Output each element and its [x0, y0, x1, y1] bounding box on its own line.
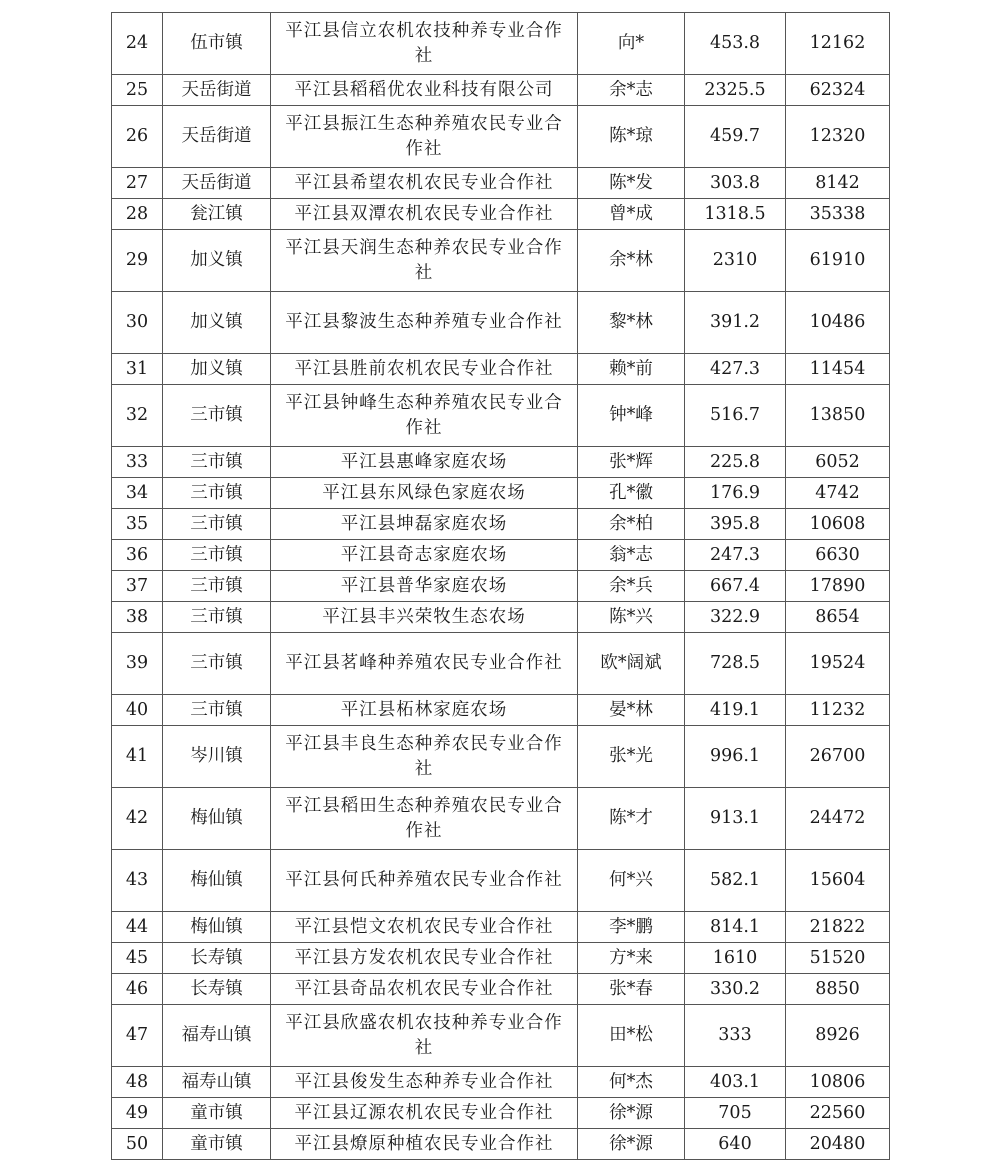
row-number-cell: 30: [112, 292, 163, 354]
area-cell: 322.9: [685, 602, 786, 633]
area-cell: 330.2: [685, 974, 786, 1005]
organization-name-cell: 平江县丰兴荣牧生态农场: [271, 602, 578, 633]
row-number-cell: 47: [112, 1005, 163, 1067]
area-cell: 453.8: [685, 13, 786, 75]
town-cell: 童市镇: [163, 1098, 271, 1129]
table-row: [112, 385, 890, 447]
table-row: [112, 912, 890, 943]
amount-cell: 26700: [786, 726, 890, 788]
amount-cell: 12320: [786, 106, 890, 168]
amount-cell: 19524: [786, 633, 890, 695]
table-row: [112, 695, 890, 726]
organization-name-cell: 平江县欣盛农机农技种养专业合作社: [271, 1005, 578, 1067]
area-cell: 225.8: [685, 447, 786, 478]
amount-cell: 11232: [786, 695, 890, 726]
table-row: [112, 726, 890, 788]
amount-cell: 21822: [786, 912, 890, 943]
town-cell: 伍市镇: [163, 13, 271, 75]
table-row: [112, 168, 890, 199]
table-row: [112, 292, 890, 354]
area-cell: 516.7: [685, 385, 786, 447]
amount-cell: 12162: [786, 13, 890, 75]
contact-person-cell: 黎*林: [578, 292, 685, 354]
row-number-cell: 32: [112, 385, 163, 447]
town-cell: 福寿山镇: [163, 1005, 271, 1067]
area-cell: 247.3: [685, 540, 786, 571]
amount-cell: 6052: [786, 447, 890, 478]
table-row: [112, 354, 890, 385]
contact-person-cell: 何*兴: [578, 850, 685, 912]
organization-name-cell: 平江县坤磊家庭农场: [271, 509, 578, 540]
table-body: [112, 13, 890, 1160]
town-cell: 梅仙镇: [163, 788, 271, 850]
row-number-cell: 36: [112, 540, 163, 571]
organization-name-cell: 平江县胜前农机农民专业合作社: [271, 354, 578, 385]
subsidy-table: [111, 12, 890, 1160]
row-number-cell: 24: [112, 13, 163, 75]
area-cell: 640: [685, 1129, 786, 1160]
table-row: [112, 199, 890, 230]
row-number-cell: 26: [112, 106, 163, 168]
row-number-cell: 48: [112, 1067, 163, 1098]
organization-name-cell: 平江县钟峰生态种养殖农民专业合作社: [271, 385, 578, 447]
table-row: [112, 540, 890, 571]
table-row: [112, 850, 890, 912]
area-cell: 582.1: [685, 850, 786, 912]
area-cell: 333: [685, 1005, 786, 1067]
amount-cell: 13850: [786, 385, 890, 447]
organization-name-cell: 平江县奇品农机农民专业合作社: [271, 974, 578, 1005]
table-row: [112, 943, 890, 974]
table-row: [112, 602, 890, 633]
row-number-cell: 33: [112, 447, 163, 478]
contact-person-cell: 余*志: [578, 75, 685, 106]
table-row: [112, 230, 890, 292]
organization-name-cell: 平江县茗峰种养殖农民专业合作社: [271, 633, 578, 695]
table-row: [112, 974, 890, 1005]
organization-name-cell: 平江县丰良生态种养农民专业合作社: [271, 726, 578, 788]
row-number-cell: 29: [112, 230, 163, 292]
area-cell: 814.1: [685, 912, 786, 943]
area-cell: 1318.5: [685, 199, 786, 230]
area-cell: 2325.5: [685, 75, 786, 106]
organization-name-cell: 平江县信立农机农技种养专业合作社: [271, 13, 578, 75]
contact-person-cell: 张*春: [578, 974, 685, 1005]
town-cell: 三市镇: [163, 602, 271, 633]
area-cell: 728.5: [685, 633, 786, 695]
amount-cell: 51520: [786, 943, 890, 974]
amount-cell: 11454: [786, 354, 890, 385]
organization-name-cell: 平江县振江生态种养殖农民专业合作社: [271, 106, 578, 168]
amount-cell: 24472: [786, 788, 890, 850]
town-cell: 三市镇: [163, 695, 271, 726]
organization-name-cell: 平江县方发农机农民专业合作社: [271, 943, 578, 974]
table-row: [112, 1098, 890, 1129]
organization-name-cell: 平江县稻稻优农业科技有限公司: [271, 75, 578, 106]
town-cell: 瓮江镇: [163, 199, 271, 230]
table-row: [112, 1005, 890, 1067]
town-cell: 长寿镇: [163, 974, 271, 1005]
organization-name-cell: 平江县燎原种植农民专业合作社: [271, 1129, 578, 1160]
contact-person-cell: 陈*才: [578, 788, 685, 850]
contact-person-cell: 何*杰: [578, 1067, 685, 1098]
area-cell: 913.1: [685, 788, 786, 850]
row-number-cell: 31: [112, 354, 163, 385]
organization-name-cell: 平江县奇志家庭农场: [271, 540, 578, 571]
amount-cell: 15604: [786, 850, 890, 912]
row-number-cell: 43: [112, 850, 163, 912]
amount-cell: 10486: [786, 292, 890, 354]
area-cell: 459.7: [685, 106, 786, 168]
contact-person-cell: 孔*徽: [578, 478, 685, 509]
area-cell: 2310: [685, 230, 786, 292]
town-cell: 岑川镇: [163, 726, 271, 788]
table-row: [112, 478, 890, 509]
town-cell: 天岳街道: [163, 106, 271, 168]
row-number-cell: 25: [112, 75, 163, 106]
row-number-cell: 37: [112, 571, 163, 602]
organization-name-cell: 平江县稻田生态种养殖农民专业合作社: [271, 788, 578, 850]
contact-person-cell: 徐*源: [578, 1129, 685, 1160]
contact-person-cell: 余*林: [578, 230, 685, 292]
contact-person-cell: 陈*兴: [578, 602, 685, 633]
amount-cell: 20480: [786, 1129, 890, 1160]
amount-cell: 8142: [786, 168, 890, 199]
organization-name-cell: 平江县天润生态种养农民专业合作社: [271, 230, 578, 292]
town-cell: 三市镇: [163, 540, 271, 571]
area-cell: 403.1: [685, 1067, 786, 1098]
town-cell: 加义镇: [163, 292, 271, 354]
row-number-cell: 27: [112, 168, 163, 199]
row-number-cell: 46: [112, 974, 163, 1005]
area-cell: 705: [685, 1098, 786, 1129]
row-number-cell: 45: [112, 943, 163, 974]
row-number-cell: 39: [112, 633, 163, 695]
area-cell: 667.4: [685, 571, 786, 602]
contact-person-cell: 翁*志: [578, 540, 685, 571]
amount-cell: 4742: [786, 478, 890, 509]
contact-person-cell: 晏*林: [578, 695, 685, 726]
contact-person-cell: 余*兵: [578, 571, 685, 602]
contact-person-cell: 余*柏: [578, 509, 685, 540]
area-cell: 1610: [685, 943, 786, 974]
table-row: [112, 788, 890, 850]
contact-person-cell: 欧*阔斌: [578, 633, 685, 695]
town-cell: 三市镇: [163, 478, 271, 509]
town-cell: 长寿镇: [163, 943, 271, 974]
town-cell: 福寿山镇: [163, 1067, 271, 1098]
area-cell: 996.1: [685, 726, 786, 788]
organization-name-cell: 平江县惠峰家庭农场: [271, 447, 578, 478]
town-cell: 加义镇: [163, 230, 271, 292]
organization-name-cell: 平江县恺文农机农民专业合作社: [271, 912, 578, 943]
organization-name-cell: 平江县柘林家庭农场: [271, 695, 578, 726]
row-number-cell: 40: [112, 695, 163, 726]
contact-person-cell: 张*辉: [578, 447, 685, 478]
amount-cell: 61910: [786, 230, 890, 292]
organization-name-cell: 平江县双潭农机农民专业合作社: [271, 199, 578, 230]
area-cell: 427.3: [685, 354, 786, 385]
organization-name-cell: 平江县东风绿色家庭农场: [271, 478, 578, 509]
table-row: [112, 571, 890, 602]
row-number-cell: 50: [112, 1129, 163, 1160]
amount-cell: 35338: [786, 199, 890, 230]
town-cell: 天岳街道: [163, 168, 271, 199]
organization-name-cell: 平江县辽源农机农民专业合作社: [271, 1098, 578, 1129]
contact-person-cell: 向*: [578, 13, 685, 75]
contact-person-cell: 赖*前: [578, 354, 685, 385]
amount-cell: 10608: [786, 509, 890, 540]
organization-name-cell: 平江县黎波生态种养殖专业合作社: [271, 292, 578, 354]
row-number-cell: 38: [112, 602, 163, 633]
contact-person-cell: 方*来: [578, 943, 685, 974]
row-number-cell: 49: [112, 1098, 163, 1129]
town-cell: 三市镇: [163, 385, 271, 447]
contact-person-cell: 张*光: [578, 726, 685, 788]
town-cell: 梅仙镇: [163, 912, 271, 943]
contact-person-cell: 陈*发: [578, 168, 685, 199]
amount-cell: 8850: [786, 974, 890, 1005]
table-row: [112, 1067, 890, 1098]
table-row: [112, 106, 890, 168]
row-number-cell: 44: [112, 912, 163, 943]
amount-cell: 17890: [786, 571, 890, 602]
town-cell: 三市镇: [163, 633, 271, 695]
area-cell: 395.8: [685, 509, 786, 540]
area-cell: 303.8: [685, 168, 786, 199]
amount-cell: 6630: [786, 540, 890, 571]
table-row: [112, 509, 890, 540]
area-cell: 419.1: [685, 695, 786, 726]
row-number-cell: 28: [112, 199, 163, 230]
table-row: [112, 13, 890, 75]
amount-cell: 8926: [786, 1005, 890, 1067]
town-cell: 加义镇: [163, 354, 271, 385]
town-cell: 三市镇: [163, 447, 271, 478]
contact-person-cell: 徐*源: [578, 1098, 685, 1129]
area-cell: 391.2: [685, 292, 786, 354]
amount-cell: 22560: [786, 1098, 890, 1129]
town-cell: 三市镇: [163, 571, 271, 602]
town-cell: 梅仙镇: [163, 850, 271, 912]
row-number-cell: 42: [112, 788, 163, 850]
town-cell: 天岳街道: [163, 75, 271, 106]
organization-name-cell: 平江县普华家庭农场: [271, 571, 578, 602]
contact-person-cell: 陈*琼: [578, 106, 685, 168]
contact-person-cell: 钟*峰: [578, 385, 685, 447]
town-cell: 童市镇: [163, 1129, 271, 1160]
contact-person-cell: 田*松: [578, 1005, 685, 1067]
row-number-cell: 34: [112, 478, 163, 509]
amount-cell: 62324: [786, 75, 890, 106]
table-row: [112, 75, 890, 106]
organization-name-cell: 平江县希望农机农民专业合作社: [271, 168, 578, 199]
contact-person-cell: 李*鹏: [578, 912, 685, 943]
row-number-cell: 35: [112, 509, 163, 540]
amount-cell: 10806: [786, 1067, 890, 1098]
table-row: [112, 633, 890, 695]
organization-name-cell: 平江县俊发生态种养专业合作社: [271, 1067, 578, 1098]
amount-cell: 8654: [786, 602, 890, 633]
table-row: [112, 1129, 890, 1160]
town-cell: 三市镇: [163, 509, 271, 540]
row-number-cell: 41: [112, 726, 163, 788]
table-row: [112, 447, 890, 478]
area-cell: 176.9: [685, 478, 786, 509]
organization-name-cell: 平江县何氏种养殖农民专业合作社: [271, 850, 578, 912]
contact-person-cell: 曾*成: [578, 199, 685, 230]
